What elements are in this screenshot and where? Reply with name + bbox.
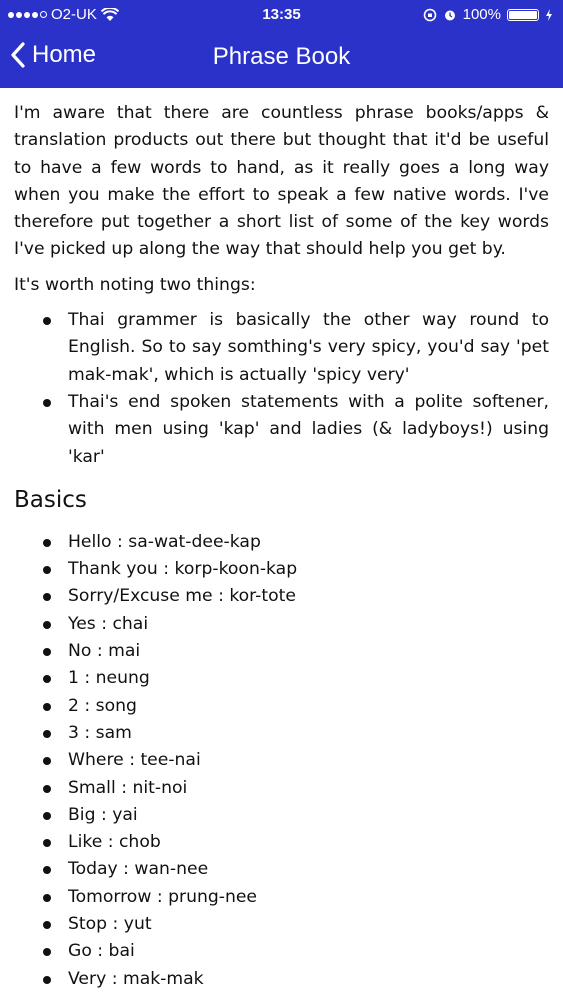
list-item: Stop : yut — [14, 911, 549, 938]
list-item: No : mai — [14, 638, 549, 665]
carrier-label: O2-UK — [51, 6, 97, 23]
intro-paragraph: I'm aware that there are countless phrase books/apps & translation products out there but thought that it'd be useful to have a few words to hand, as it really goes a long way when you make the effort to speak a few native words. I've therefore put together a short list of some of the key words I've picked up along the way that should help you get by. — [14, 103, 549, 260]
notes-list — [14, 307, 549, 471]
top-bar — [0, 0, 563, 88]
basics-heading: Basics — [14, 486, 87, 513]
list-item: Today : wan-nee — [14, 856, 549, 883]
list-item: Where : tee-nai — [14, 747, 549, 774]
notes-lead: It's worth noting two things: — [14, 274, 256, 295]
list-item: Hello : sa-wat-dee-kap — [14, 529, 549, 556]
back-label: Home — [32, 41, 97, 68]
list-item: 3 : sam — [14, 720, 549, 747]
battery-percent: 100% — [462, 6, 501, 23]
list-item: 2 : song — [14, 693, 549, 720]
page-title: Phrase Book — [212, 43, 351, 70]
navigation-bar — [0, 30, 563, 86]
basics-list — [14, 529, 549, 993]
list-item: Thai grammer is basically the other way round to English. So to say somthing's very spicy, you'd say 'pet mak-mak', which is actually 'spicy very' — [14, 307, 549, 389]
charging-icon — [545, 9, 553, 21]
list-item: Sorry/Excuse me : kor-tote — [14, 583, 549, 610]
alarm-icon — [443, 8, 457, 22]
status-time: 13:35 — [262, 6, 301, 23]
status-right — [423, 6, 553, 23]
list-item: Tomorrow : prung-nee — [14, 884, 549, 911]
orientation-lock-icon — [423, 8, 437, 22]
battery-icon — [507, 9, 539, 21]
list-item: Like : chob — [14, 829, 549, 856]
list-item: Thank you : korp-koon-kap — [14, 556, 549, 583]
list-item: Yes : chai — [14, 611, 549, 638]
list-item: Small : nit-noi — [14, 775, 549, 802]
list-item: Big : yai — [14, 802, 549, 829]
list-item: Go : bai — [14, 938, 549, 965]
status-bar — [0, 0, 563, 30]
list-item: Thai's end spoken statements with a polite softener, with men using 'kap' and ladies (& ladyboys!) using 'kar' — [14, 389, 549, 471]
list-item: Very : mak-mak — [14, 966, 549, 993]
phrase-book-content — [14, 100, 549, 993]
list-item: 1 : neung — [14, 665, 549, 692]
